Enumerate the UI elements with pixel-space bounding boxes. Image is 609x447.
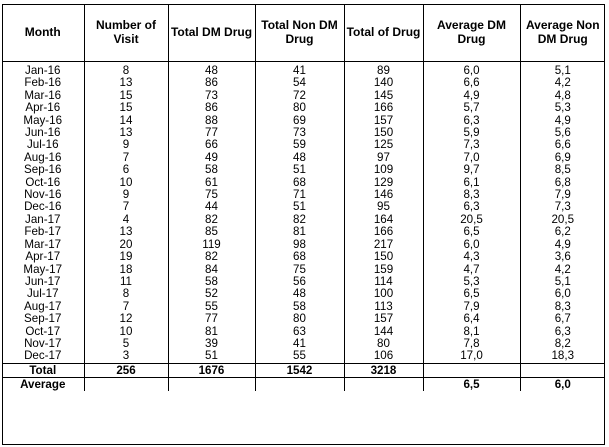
cell-average-dm-drug: 7,3 (423, 139, 520, 151)
cell-month: Oct-16 (25, 175, 61, 189)
cell-total-dm-drug: 88 (168, 115, 255, 127)
table-row (2, 139, 605, 151)
table-header (2, 4, 605, 62)
column-header-number-of-visit: Number of Visit (84, 4, 168, 62)
cell-average-non-dm-drug: 6,8 (520, 177, 605, 189)
cell-total-non-dm-drug: 75 (255, 264, 344, 276)
average-cell-month: Average (2, 377, 84, 391)
cell-month: Sep-17 (24, 312, 62, 326)
total-cell-average-non-dm-drug (520, 363, 605, 377)
cell-total-dm-drug: 58 (168, 276, 255, 288)
cell-month: Sep-16 (24, 163, 62, 177)
cell-average-dm-drug: 7,8 (423, 338, 520, 350)
cell-total-non-dm-drug: 55 (255, 350, 344, 363)
cell-total-non-dm-drug: 41 (255, 62, 344, 78)
cell-number-of-visit: 20 (84, 239, 168, 251)
total-row (2, 363, 605, 377)
cell-total-dm-drug: 58 (168, 164, 255, 176)
average-row (2, 377, 605, 391)
average-cell-average-dm-drug: 6,5 (423, 377, 520, 391)
cell-month: Jun-16 (25, 126, 61, 140)
cell-month: May-17 (23, 262, 63, 276)
cell-average-dm-drug: 7,0 (423, 152, 520, 164)
cell-average-dm-drug: 6,4 (423, 313, 520, 325)
cell-average-dm-drug: 6,6 (423, 77, 520, 89)
cell-average-non-dm-drug: 18,3 (520, 350, 605, 363)
cell-total-non-dm-drug: 80 (255, 102, 344, 114)
cell-total-dm-drug: 85 (168, 226, 255, 238)
cell-number-of-visit: 10 (84, 326, 168, 338)
cell-average-dm-drug: 6,0 (423, 62, 520, 78)
cell-total-of-drug: 157 (344, 115, 423, 127)
cell-total-of-drug: 217 (344, 239, 423, 251)
cell-average-non-dm-drug: 6,0 (520, 288, 605, 300)
cell-total-dm-drug: 86 (168, 102, 255, 114)
cell-total-non-dm-drug: 72 (255, 90, 344, 102)
cell-number-of-visit: 9 (84, 139, 168, 151)
cell-average-non-dm-drug: 8,5 (520, 164, 605, 176)
cell-average-dm-drug: 7,9 (423, 301, 520, 313)
cell-month: Feb-17 (24, 225, 62, 239)
cell-total-non-dm-drug: 51 (255, 164, 344, 176)
cell-total-dm-drug: 44 (168, 201, 255, 213)
cell-month: Nov-17 (24, 336, 62, 350)
cell-month: Jul-17 (26, 287, 59, 301)
cell-total-of-drug: 97 (344, 152, 423, 164)
cell-average-non-dm-drug: 6,7 (520, 313, 605, 325)
cell-average-non-dm-drug: 4,9 (520, 115, 605, 127)
cell-average-dm-drug: 6,5 (423, 288, 520, 300)
cell-number-of-visit: 3 (84, 350, 168, 363)
cell-total-dm-drug: 52 (168, 288, 255, 300)
cell-total-non-dm-drug: 58 (255, 301, 344, 313)
cell-total-non-dm-drug: 71 (255, 189, 344, 201)
cell-total-non-dm-drug: 73 (255, 127, 344, 139)
cell-month: Feb-16 (24, 76, 62, 90)
cell-total-dm-drug: 75 (168, 189, 255, 201)
cell-total-non-dm-drug: 56 (255, 276, 344, 288)
cell-month: Apr-17 (25, 250, 61, 264)
table-row (2, 62, 605, 78)
cell-average-non-dm-drug: 5,6 (520, 127, 605, 139)
total-cell-total-dm-drug: 1676 (168, 363, 255, 377)
cell-total-dm-drug: 84 (168, 264, 255, 276)
cell-total-dm-drug: 86 (168, 77, 255, 89)
cell-average-non-dm-drug: 5,1 (520, 276, 605, 288)
cell-total-of-drug: 166 (344, 102, 423, 114)
average-cell-total-dm-drug (168, 377, 255, 391)
average-cell-total-of-drug (344, 377, 423, 391)
cell-total-non-dm-drug: 63 (255, 326, 344, 338)
header-row (2, 4, 605, 62)
cell-number-of-visit: 12 (84, 313, 168, 325)
cell-average-non-dm-drug: 4,2 (520, 264, 605, 276)
cell-total-dm-drug: 66 (168, 139, 255, 151)
cell-number-of-visit: 4 (84, 214, 168, 226)
cell-total-of-drug: 89 (344, 62, 423, 78)
cell-average-dm-drug: 6,5 (423, 226, 520, 238)
total-cell-month: Total (2, 363, 84, 377)
cell-average-non-dm-drug: 5,3 (520, 102, 605, 114)
table-row (2, 313, 605, 325)
cell-average-dm-drug: 17,0 (423, 350, 520, 363)
cell-total-dm-drug: 82 (168, 214, 255, 226)
cell-total-of-drug: 150 (344, 127, 423, 139)
average-cell-total-non-dm-drug (255, 377, 344, 391)
cell-total-non-dm-drug: 59 (255, 139, 344, 151)
cell-month: Nov-16 (24, 188, 62, 202)
total-cell-average-dm-drug (423, 363, 520, 377)
table-row (2, 102, 605, 114)
cell-average-dm-drug: 8,3 (423, 189, 520, 201)
cell-number-of-visit: 8 (84, 288, 168, 300)
cell-total-non-dm-drug: 48 (255, 152, 344, 164)
cell-total-dm-drug: 119 (168, 239, 255, 251)
cell-total-of-drug: 159 (344, 264, 423, 276)
cell-total-of-drug: 140 (344, 77, 423, 89)
cell-number-of-visit: 15 (84, 102, 168, 114)
total-cell-total-non-dm-drug: 1542 (255, 363, 344, 377)
column-header-total-dm-drug: Total DM Drug (168, 4, 255, 62)
cell-average-non-dm-drug: 8,2 (520, 338, 605, 350)
column-header-month: Month (2, 4, 84, 62)
cell-average-dm-drug: 5,9 (423, 127, 520, 139)
cell-average-dm-drug: 6,0 (423, 239, 520, 251)
cell-average-non-dm-drug: 8,3 (520, 301, 605, 313)
cell-number-of-visit: 6 (84, 164, 168, 176)
cell-total-non-dm-drug: 48 (255, 288, 344, 300)
cell-average-dm-drug: 9,7 (423, 164, 520, 176)
cell-average-dm-drug: 6,3 (423, 115, 520, 127)
column-header-average-non-dm-drug: Average Non DM Drug (520, 4, 605, 62)
cell-total-non-dm-drug: 68 (255, 251, 344, 263)
column-header-total-non-dm-drug: Total Non DM Drug (255, 4, 344, 62)
cell-total-non-dm-drug: 81 (255, 226, 344, 238)
cell-number-of-visit: 14 (84, 115, 168, 127)
cell-month: Jan-16 (25, 64, 61, 77)
cell-average-dm-drug: 5,3 (423, 276, 520, 288)
cell-month: Dec-17 (24, 349, 62, 363)
cell-month: May-16 (23, 113, 63, 127)
cell-total-dm-drug: 73 (168, 90, 255, 102)
cell-total-dm-drug: 61 (168, 177, 255, 189)
cell-number-of-visit: 13 (84, 77, 168, 89)
cell-total-dm-drug: 82 (168, 251, 255, 263)
cell-number-of-visit: 15 (84, 90, 168, 102)
cell-average-dm-drug: 4,3 (423, 251, 520, 263)
cell-average-dm-drug: 20,5 (423, 214, 520, 226)
table-row (2, 226, 605, 238)
total-cell-number-of-visit: 256 (84, 363, 168, 377)
cell-total-of-drug: 114 (344, 276, 423, 288)
cell-number-of-visit: 13 (84, 127, 168, 139)
cell-total-dm-drug: 77 (168, 313, 255, 325)
cell-average-dm-drug: 6,3 (423, 201, 520, 213)
cell-total-non-dm-drug: 51 (255, 201, 344, 213)
cell-total-of-drug: 95 (344, 201, 423, 213)
cell-total-of-drug: 157 (344, 313, 423, 325)
cell-total-dm-drug: 48 (168, 62, 255, 78)
table-body (2, 62, 605, 364)
cell-average-non-dm-drug: 4,8 (520, 90, 605, 102)
cell-total-non-dm-drug: 69 (255, 115, 344, 127)
cell-month: Aug-17 (24, 299, 62, 313)
cell-total-non-dm-drug: 54 (255, 77, 344, 89)
cell-average-dm-drug: 8,1 (423, 326, 520, 338)
table-row (2, 251, 605, 263)
cell-average-dm-drug: 6,1 (423, 177, 520, 189)
cell-month: Jul-16 (26, 138, 59, 152)
cell-total-dm-drug: 55 (168, 301, 255, 313)
cell-average-non-dm-drug: 6,3 (520, 326, 605, 338)
cell-average-non-dm-drug: 6,6 (520, 139, 605, 151)
cell-total-non-dm-drug: 82 (255, 214, 344, 226)
cell-average-non-dm-drug: 7,3 (520, 201, 605, 213)
cell-month: Jun-17 (25, 274, 61, 288)
average-cell-average-non-dm-drug: 6,0 (520, 377, 605, 391)
cell-total-of-drug: 164 (344, 214, 423, 226)
cell-total-of-drug: 145 (344, 90, 423, 102)
cell-month: Oct-17 (25, 324, 61, 338)
cell-average-non-dm-drug: 7,9 (520, 189, 605, 201)
drug-usage-table (2, 4, 605, 391)
cell-month: Jan-17 (25, 212, 61, 226)
cell-total-dm-drug: 49 (168, 152, 255, 164)
cell-month: Dec-16 (24, 200, 62, 214)
cell-average-non-dm-drug: 3,6 (520, 251, 605, 263)
cell-average-non-dm-drug: 4,2 (520, 77, 605, 89)
column-header-total-of-drug: Total of Drug (344, 4, 423, 62)
cell-total-of-drug: 146 (344, 189, 423, 201)
cell-number-of-visit: 11 (84, 276, 168, 288)
cell-total-dm-drug: 81 (168, 326, 255, 338)
cell-total-of-drug: 166 (344, 226, 423, 238)
cell-total-of-drug: 109 (344, 164, 423, 176)
cell-number-of-visit: 13 (84, 226, 168, 238)
table-row (2, 350, 605, 363)
cell-number-of-visit: 5 (84, 338, 168, 350)
cell-total-of-drug: 125 (344, 139, 423, 151)
cell-total-of-drug: 100 (344, 288, 423, 300)
cell-month: Aug-16 (24, 150, 62, 164)
cell-total-dm-drug: 39 (168, 338, 255, 350)
cell-average-dm-drug: 4,9 (423, 90, 520, 102)
cell-total-non-dm-drug: 80 (255, 313, 344, 325)
cell-total-of-drug: 144 (344, 326, 423, 338)
cell-number-of-visit: 7 (84, 301, 168, 313)
cell-average-non-dm-drug: 5,1 (520, 62, 605, 78)
cell-average-non-dm-drug: 4,9 (520, 239, 605, 251)
table-row (2, 201, 605, 213)
cell-average-dm-drug: 4,7 (423, 264, 520, 276)
total-cell-total-of-drug: 3218 (344, 363, 423, 377)
cell-number-of-visit: 7 (84, 201, 168, 213)
cell-average-non-dm-drug: 20,5 (520, 214, 605, 226)
table-row (2, 288, 605, 300)
cell-total-dm-drug: 77 (168, 127, 255, 139)
cell-month: Mar-16 (24, 88, 62, 102)
cell-total-non-dm-drug: 98 (255, 239, 344, 251)
cell-total-of-drug: 80 (344, 338, 423, 350)
cell-total-of-drug: 113 (344, 301, 423, 313)
cell-number-of-visit: 9 (84, 189, 168, 201)
cell-month: Apr-16 (25, 101, 61, 115)
cell-average-dm-drug: 5,7 (423, 102, 520, 114)
cell-total-of-drug: 129 (344, 177, 423, 189)
cell-average-non-dm-drug: 6,9 (520, 152, 605, 164)
column-header-average-dm-drug: Average DM Drug (423, 4, 520, 62)
table-row (2, 77, 605, 89)
cell-number-of-visit: 7 (84, 152, 168, 164)
cell-total-dm-drug: 51 (168, 350, 255, 363)
cell-number-of-visit: 19 (84, 251, 168, 263)
table-footer (2, 363, 605, 391)
cell-total-of-drug: 150 (344, 251, 423, 263)
cell-number-of-visit: 18 (84, 264, 168, 276)
cell-number-of-visit: 8 (84, 62, 168, 78)
cell-number-of-visit: 10 (84, 177, 168, 189)
table-row (2, 164, 605, 176)
cell-total-non-dm-drug: 41 (255, 338, 344, 350)
cell-total-of-drug: 106 (344, 350, 423, 363)
cell-average-non-dm-drug: 6,2 (520, 226, 605, 238)
cell-month: Mar-17 (24, 237, 62, 251)
average-cell-number-of-visit (84, 377, 168, 391)
cell-total-non-dm-drug: 68 (255, 177, 344, 189)
